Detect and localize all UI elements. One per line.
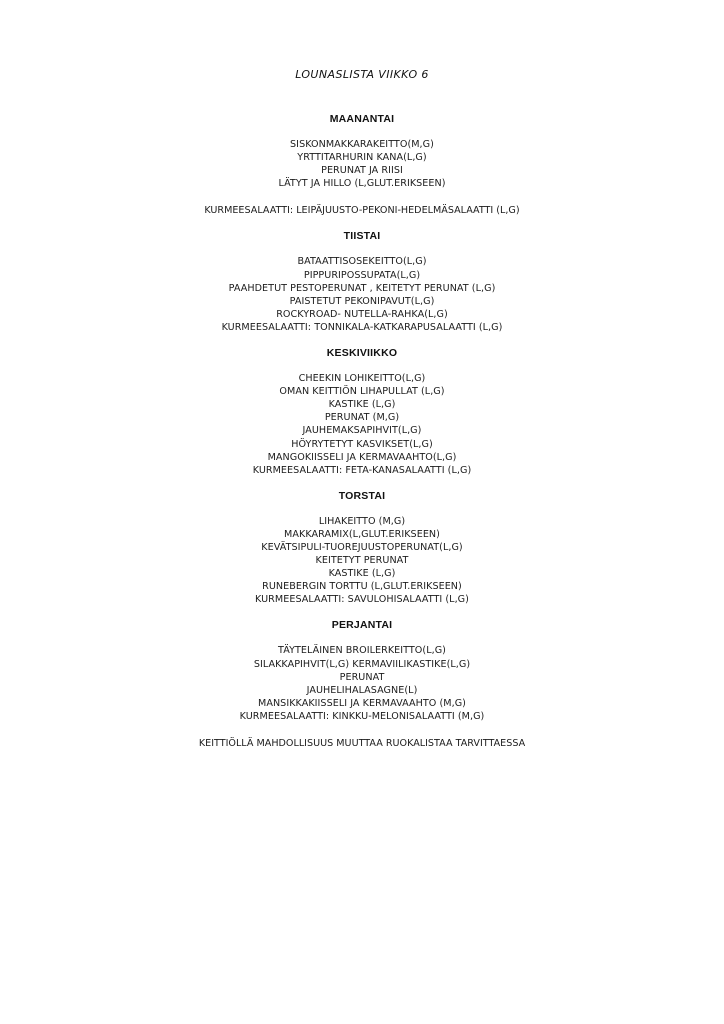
menu-item: KURMEESALAATTI: TONNIKALA-KATKARAPUSALAATTI (L,G) [221,321,503,333]
menu-title: LOUNASLISTA VIIKKO 6 [295,68,429,81]
menu-item: KURMEESALAATTI: FETA-KANASALAATTI (L,G) [252,464,472,476]
menu-item: KURMEESALAATTI: SAVULOHISALAATTI (L,G) [255,594,469,606]
menu-item: CHEEKIN LOHIKEITTO(L,G) [298,373,426,385]
menu-item: MANGOKIISSELI JA KERMAVAAHTO(L,G) [267,451,457,463]
menu-item: KASTIKE (L,G) [328,568,396,580]
day-friday [0,618,724,723]
day-tuesday [0,229,724,334]
menu-item: SISKONMAKKARAKEITTO(M,G) [290,139,434,150]
day-items [0,255,724,334]
menu-item: RUNEBERGIN TORTTU (L,GLUT.ERIKSEEN) [262,581,462,593]
menu-item: TÄYTELÄINEN BROILERKEITTO(L,G) [278,645,446,657]
menu-item: KEVÄTSIPULI-TUOREJUUSTOPERUNAT(L,G) [261,541,463,553]
menu-footer-note: KEITTIÖLLÄ MAHDOLLISUUS MUUTTAA RUOKALISTAA TARVITTAESSA [198,738,526,749]
day-items [0,515,724,607]
day-heading: PERJANTAI [331,619,393,632]
menu-item: PERUNAT JA RIISI [321,165,403,177]
menu-item: PIPPURIPOSSUPATA(L,G) [303,269,421,281]
menu-item: MAKKARAMIX(L,GLUT.ERIKSEEN) [284,528,440,540]
menu-item: JAUHEMAKSAPIHVIT(L,G) [302,425,422,437]
menu-item: SILAKKAPIHVIT(L,G) KERMAVIILIKASTIKE(L,G) [253,658,471,670]
day-items [0,644,724,723]
menu-item: KURMEESALAATTI: KINKKU-MELONISALAATTI (M,G) [239,710,485,722]
menu-item: MANSIKKAKIISSELI JA KERMAVAAHTO (M,G) [258,697,466,709]
day-items [0,138,724,190]
day-heading: KESKIVIIKKO [326,347,398,360]
menu-item: ROCKYROAD- NUTELLA-RAHKA(L,G) [276,308,448,320]
day-thursday [0,489,724,607]
menu-item: PERUNAT [339,671,385,683]
menu-item: LIHAKEITTO (M,G) [318,515,406,527]
day-monday [0,112,724,217]
menu-item: PERUNAT (M,G) [324,412,400,424]
day-heading: MAANANTAI [329,113,395,125]
menu-item: KEITETYT PERUNAT [315,555,409,567]
menu-item: LÄTYT JA HILLO (L,GLUT.ERIKSEEN) [278,178,446,190]
menu-item: PAAHDETUT PESTOPERUNAT , KEITETYT PERUNAT (L,G) [228,282,496,294]
menu-item: BATAATTISOSEKEITTO(L,G) [297,256,427,268]
day-heading: TIISTAI [343,230,381,243]
day-wednesday [0,346,724,477]
menu-item: YRTTITARHURIN KANA(L,G) [297,152,427,164]
menu-item: OMAN KEITTIÖN LIHAPULLAT (L,G) [279,386,445,398]
menu-item: PAISTETUT PEKONIPAVUT(L,G) [289,295,435,307]
menu-item: KASTIKE (L,G) [328,399,396,411]
day-heading: TORSTAI [338,489,386,502]
menu-item: HÖYRYTETYT KASVIKSET(L,G) [291,438,433,450]
menu-item: JAUHELIHALASAGNE(L) [306,684,418,696]
salad-item: KURMEESALAATTI: LEIPÄJUUSTO-PEKONI-HEDELMÄSALAATTI (L,G) [204,205,520,217]
day-items [0,372,724,477]
